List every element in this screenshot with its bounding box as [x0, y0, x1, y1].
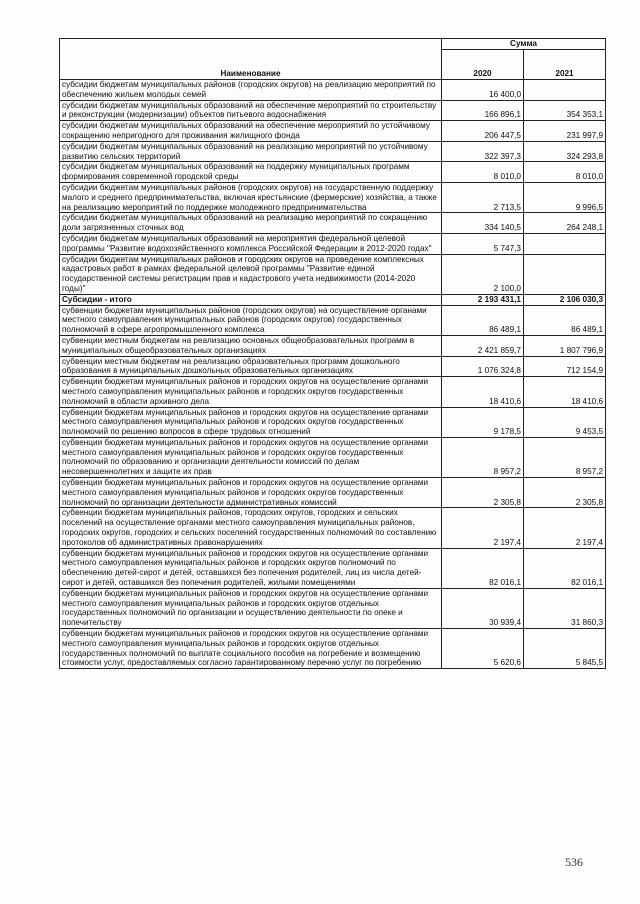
- table-row: [60, 335, 606, 356]
- table-row: [60, 377, 606, 407]
- table-row: [60, 356, 606, 377]
- row-value-2021: 2 106 030,3: [524, 294, 606, 305]
- row-name-cell: субвенции местным бюджетам на реализацию образовательных программ дошкольного образования в муниципальных дошкольных образовательных организациях: [60, 356, 442, 377]
- row-value-2020: 5 747,3: [442, 233, 524, 254]
- row-value-2021: 354 353,1: [524, 100, 606, 121]
- table-row: [60, 305, 606, 335]
- table-row: [60, 233, 606, 254]
- row-value-2020: 334 140,5: [442, 213, 524, 234]
- table-row: [60, 254, 606, 294]
- row-value-2020: 5 620,6: [442, 629, 524, 669]
- row-value-2021: 8 010,0: [524, 162, 606, 183]
- table-row: [60, 121, 606, 142]
- table-row: [60, 437, 606, 477]
- header-year-2021: 2021: [524, 50, 606, 80]
- row-name-cell: субвенции бюджетам муниципальных районов и городских округов на осуществление органами местного самоуправления муниципальных районов и городских округов государственных полномочий в области архивного дела: [60, 377, 442, 407]
- row-value-2021: 8 957,2: [524, 437, 606, 477]
- row-value-2021: 1 807 796,9: [524, 335, 606, 356]
- row-name-cell: Субсидии - итого: [60, 294, 442, 305]
- table-row: [60, 548, 606, 588]
- row-value-2020: 18 410,6: [442, 377, 524, 407]
- row-value-2020: 8 010,0: [442, 162, 524, 183]
- row-name-cell: субсидии бюджетам муниципальных районов (городских округов) на реализацию мероприятий по обеспечению жильем молодых семей: [60, 80, 442, 101]
- row-value-2020: 8 957,2: [442, 437, 524, 477]
- row-value-2020: 2 713,5: [442, 182, 524, 212]
- row-name-cell: субвенции бюджетам муниципальных районов и городских округов на осуществление органами местного самоуправления муниципальных районов и городских округов полномочий по обеспечению детей-сирот и детей, оставшихся без попечения родителей, лиц из числа детей-сирот и детей, оставшихся без попечения родителей, жилыми помещениями: [60, 548, 442, 588]
- row-value-2020: 82 016,1: [442, 548, 524, 588]
- page-number: 536: [565, 855, 583, 869]
- row-name-cell: субсидии бюджетам муниципальных образований на мероприятия федеральной целевой программы "Развитие водохозяйственного комплекса Российской Федерации в 2012-2020 годах": [60, 233, 442, 254]
- row-name-cell: субвенции бюджетам муниципальных районов и городских округов на осуществление органами местного самоуправления муниципальных районов и городских округов государственных полномочий по организации деятельности административных комиссий: [60, 478, 442, 508]
- row-value-2020: 30 939,4: [442, 588, 524, 628]
- row-value-2021: [524, 233, 606, 254]
- table-row: [60, 588, 606, 628]
- header-name: Наименование: [60, 39, 442, 80]
- row-value-2021: 324 293,8: [524, 141, 606, 162]
- row-value-2021: 31 860,3: [524, 588, 606, 628]
- table-row: [60, 508, 606, 548]
- budget-table: [59, 38, 606, 669]
- row-value-2020: 16 400,0: [442, 80, 524, 101]
- row-value-2020: 2 193 431,1: [442, 294, 524, 305]
- row-value-2020: 9 178,5: [442, 407, 524, 437]
- table-row: [60, 100, 606, 121]
- row-value-2021: [524, 254, 606, 294]
- row-value-2020: 2 421 859,7: [442, 335, 524, 356]
- row-value-2020: 2 100,0: [442, 254, 524, 294]
- row-value-2021: 2 305,8: [524, 478, 606, 508]
- row-name-cell: субсидии бюджетам муниципальных образований на обеспечение мероприятий по устойчивому сокращению непригодного для проживания жилищного фонда: [60, 121, 442, 142]
- row-value-2020: 86 489,1: [442, 305, 524, 335]
- row-value-2020: 1 076 324,8: [442, 356, 524, 377]
- row-value-2021: 86 489,1: [524, 305, 606, 335]
- row-value-2021: 231 997,9: [524, 121, 606, 142]
- row-value-2021: 2 197,4: [524, 508, 606, 548]
- header-year-2020: 2020: [442, 50, 524, 80]
- row-value-2021: 712 154,9: [524, 356, 606, 377]
- header-sum: Сумма: [442, 39, 606, 50]
- row-name-cell: субвенции бюджетам муниципальных районов (городских округов) на осуществление органами местного самоуправления муниципальных районов (городских округов) государственных полномочий в сфере агропромышленного комплекса: [60, 305, 442, 335]
- table-row: [60, 182, 606, 212]
- table-row: [60, 80, 606, 101]
- row-value-2020: 166 896,1: [442, 100, 524, 121]
- row-value-2020: 322 397,3: [442, 141, 524, 162]
- table-row: [60, 478, 606, 508]
- row-value-2020: 206 447,5: [442, 121, 524, 142]
- row-value-2021: 82 016,1: [524, 548, 606, 588]
- row-name-cell: субсидии бюджетам муниципальных районов и городских округов на проведение комплексных кадастровых работ в рамках федеральной целевой программы "Развитие единой государственной системы регистрации прав и кадастрового учета недвижимости (2014-2020 годы)": [60, 254, 442, 294]
- row-name-cell: субсидии бюджетам муниципальных образований на реализацию мероприятий по сокращению доли загрязненных сточных вод: [60, 213, 442, 234]
- row-name-cell: субвенции бюджетам муниципальных районов и городских округов на осуществление органами местного самоуправления муниципальных районов и городских округов отдельных государственных полномочий по организации и осуществлению деятельности по опеке и попечительству: [60, 588, 442, 628]
- row-value-2021: 18 410,6: [524, 377, 606, 407]
- table-row: [60, 407, 606, 437]
- row-value-2021: 5 845,5: [524, 629, 606, 669]
- row-value-2021: 9 996,5: [524, 182, 606, 212]
- row-name-cell: субсидии бюджетам муниципальных районов (городских округов) на государственную поддержку малого и среднего предпринимательства, включая крестьянские (фермерские) хозяйства, а также на реализацию мероприятий по поддержке молодежного предпринимательства: [60, 182, 442, 212]
- table-row: [60, 141, 606, 162]
- row-name-cell: субвенции бюджетам муниципальных районов, городских округов, городских и сельских поселений на осуществление органами местного самоуправления муниципальных районов, городских округов, городских и сельских поселений государственных полномочий по составлению протоколов об административных правонарушениях: [60, 508, 442, 548]
- row-name-cell: субсидии бюджетам муниципальных образований на реализацию мероприятий по устойчивому развитию сельских территорий: [60, 141, 442, 162]
- row-value-2020: 2 197,4: [442, 508, 524, 548]
- row-value-2021: 264 248,1: [524, 213, 606, 234]
- row-name-cell: субвенции бюджетам муниципальных районов и городских округов на осуществление органами местного самоуправления муниципальных районов и городских округов государственных полномочий по образованию и организации деятельности комиссий по делам несовершеннолетних и защите их прав: [60, 437, 442, 477]
- table-row-total: [60, 294, 606, 305]
- table-body: [60, 80, 606, 669]
- table-row: [60, 213, 606, 234]
- row-value-2021: 9 453,5: [524, 407, 606, 437]
- row-name-cell: субвенции местным бюджетам на реализацию основных общеобразовательных программ в муниципальных общеобразовательных организациях: [60, 335, 442, 356]
- row-name-cell: субсидии бюджетам муниципальных образований на обеспечение мероприятий по строительству и реконструкции (модернизации) объектов питьевого водоснабжения: [60, 100, 442, 121]
- row-name-cell: субсидии бюджетам муниципальных образований на поддержку муниципальных программ формирования современной городской среды: [60, 162, 442, 183]
- table-row: [60, 162, 606, 183]
- row-value-2021: [524, 80, 606, 101]
- row-name-cell: субвенции бюджетам муниципальных районов и городских округов на осуществление органами местного самоуправления муниципальных районов и городских округов отдельных государственных полномочий по выплате социального пособия на погребение и возмещению стоимости услуг, предоставляемых согласно гарантированному перечню услуг по погребению: [60, 629, 442, 669]
- row-value-2020: 2 305,8: [442, 478, 524, 508]
- row-name-cell: субвенции бюджетам муниципальных районов и городских округов на осуществление органами местного самоуправления муниципальных районов и городских округов государственных полномочий по решению вопросов в сфере трудовых отношений: [60, 407, 442, 437]
- table-row: [60, 629, 606, 669]
